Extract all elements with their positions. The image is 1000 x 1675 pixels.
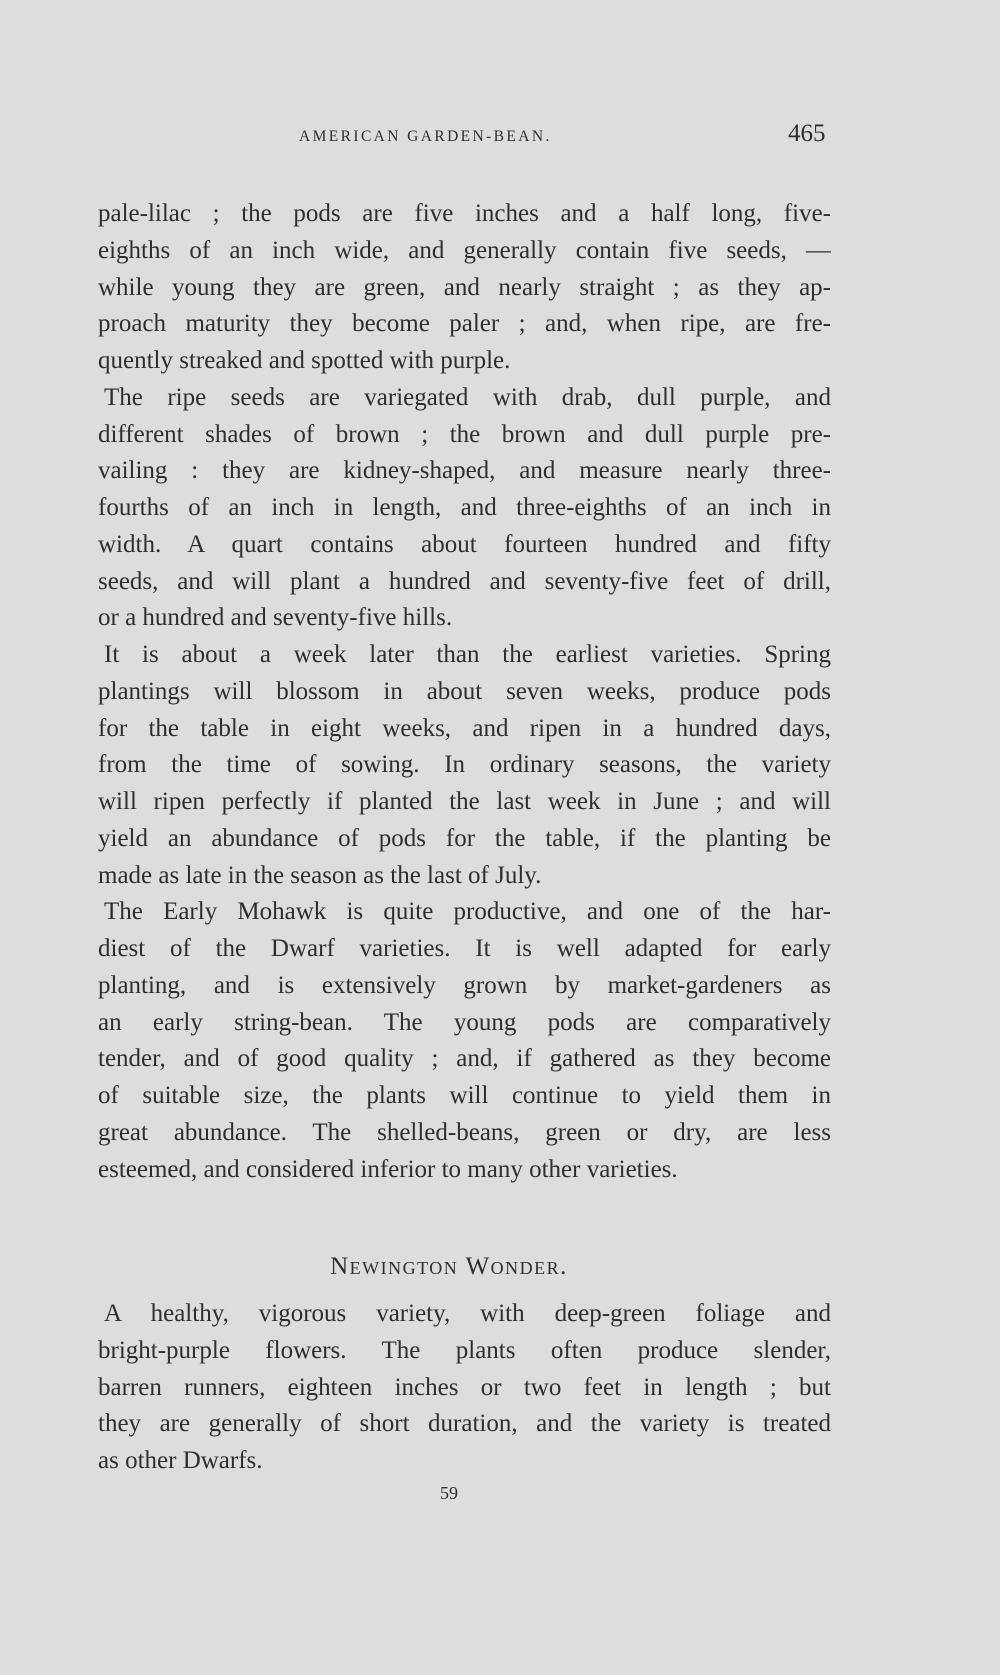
- text-line: width. A quart contains about fourteen hundred and fifty: [98, 530, 831, 558]
- text-line: barren runners, eighteen inches or two feet in length ; but: [98, 1373, 831, 1401]
- section-body: [98, 1296, 831, 1480]
- paragraph: [98, 196, 831, 380]
- body-text: [98, 196, 831, 1188]
- text-line: fourths of an inch in length, and three-eighths of an inch in: [98, 494, 831, 521]
- text-line: great abundance. The shelled-beans, green or dry, are less: [98, 1118, 831, 1146]
- text-line: as other Dwarfs.: [98, 1447, 263, 1474]
- text-line: quently streaked and spotted with purple.: [98, 347, 511, 374]
- text-line: bright-purple flowers. The plants often produce slender,: [98, 1336, 831, 1364]
- text-line: The ripe seeds are variegated with drab, dull purple, and: [104, 383, 831, 411]
- text-line: while young they are green, and nearly straight ; as they ap-: [98, 273, 831, 301]
- text-line: they are generally of short duration, and the variety is treated: [98, 1410, 831, 1438]
- text-line: tender, and of good quality ; and, if gathered as they become: [98, 1045, 831, 1073]
- text-line: pale-lilac ; the pods are five inches and a half long, five-: [98, 200, 831, 227]
- text-line: eighths of an inch wide, and generally contain five seeds, —: [98, 236, 831, 264]
- text-line: or a hundred and seventy-five hills.: [98, 604, 453, 632]
- text-line: planting, and is extensively grown by market-gardeners as: [98, 971, 831, 999]
- text-line: esteemed, and considered inferior to many other varieties.: [98, 1155, 678, 1183]
- text-line: yield an abundance of pods for the table, if the planting be: [98, 824, 831, 852]
- text-line: will ripen perfectly if planted the last week in June ; and will: [98, 788, 831, 815]
- text-line: The Early Mohawk is quite productive, and one of the har-: [104, 898, 831, 926]
- text-line: different shades of brown ; the brown and dull purple pre-: [98, 420, 831, 448]
- paragraph: [98, 380, 831, 637]
- text-line: from the time of sowing. In ordinary seasons, the variety: [98, 751, 831, 779]
- text-line: plantings will blossom in about seven weeks, produce pods: [98, 677, 831, 705]
- text-line: an early string-bean. The young pods are comparatively: [98, 1008, 831, 1036]
- section-heading: Newington Wonder.: [330, 1253, 568, 1280]
- text-line: diest of the Dwarf varieties. It is well adapted for early: [98, 935, 831, 962]
- text-line: It is about a week later than the earliest varieties. Spring: [104, 641, 831, 668]
- text-line: made as late in the season as the last of July.: [98, 861, 542, 889]
- text-line: A healthy, vigorous variety, with deep-green foliage and: [104, 1300, 831, 1327]
- signature-mark: 59: [440, 1483, 458, 1503]
- text-line: for the table in eight weeks, and ripen in a hundred days,: [98, 714, 831, 742]
- text-line: seeds, and will plant a hundred and seventy-five feet of drill,: [98, 567, 831, 595]
- paragraph: [98, 894, 831, 1188]
- page-number: 465: [788, 120, 826, 147]
- paragraph: [98, 637, 831, 894]
- text-line: vailing : they are kidney-shaped, and measure nearly three-: [98, 457, 831, 485]
- text-line: proach maturity they become paler ; and, when ripe, are fre-: [98, 310, 831, 338]
- running-title: AMERICAN GARDEN-BEAN.: [299, 128, 552, 145]
- text-line: of suitable size, the plants will continue to yield them in: [98, 1082, 831, 1109]
